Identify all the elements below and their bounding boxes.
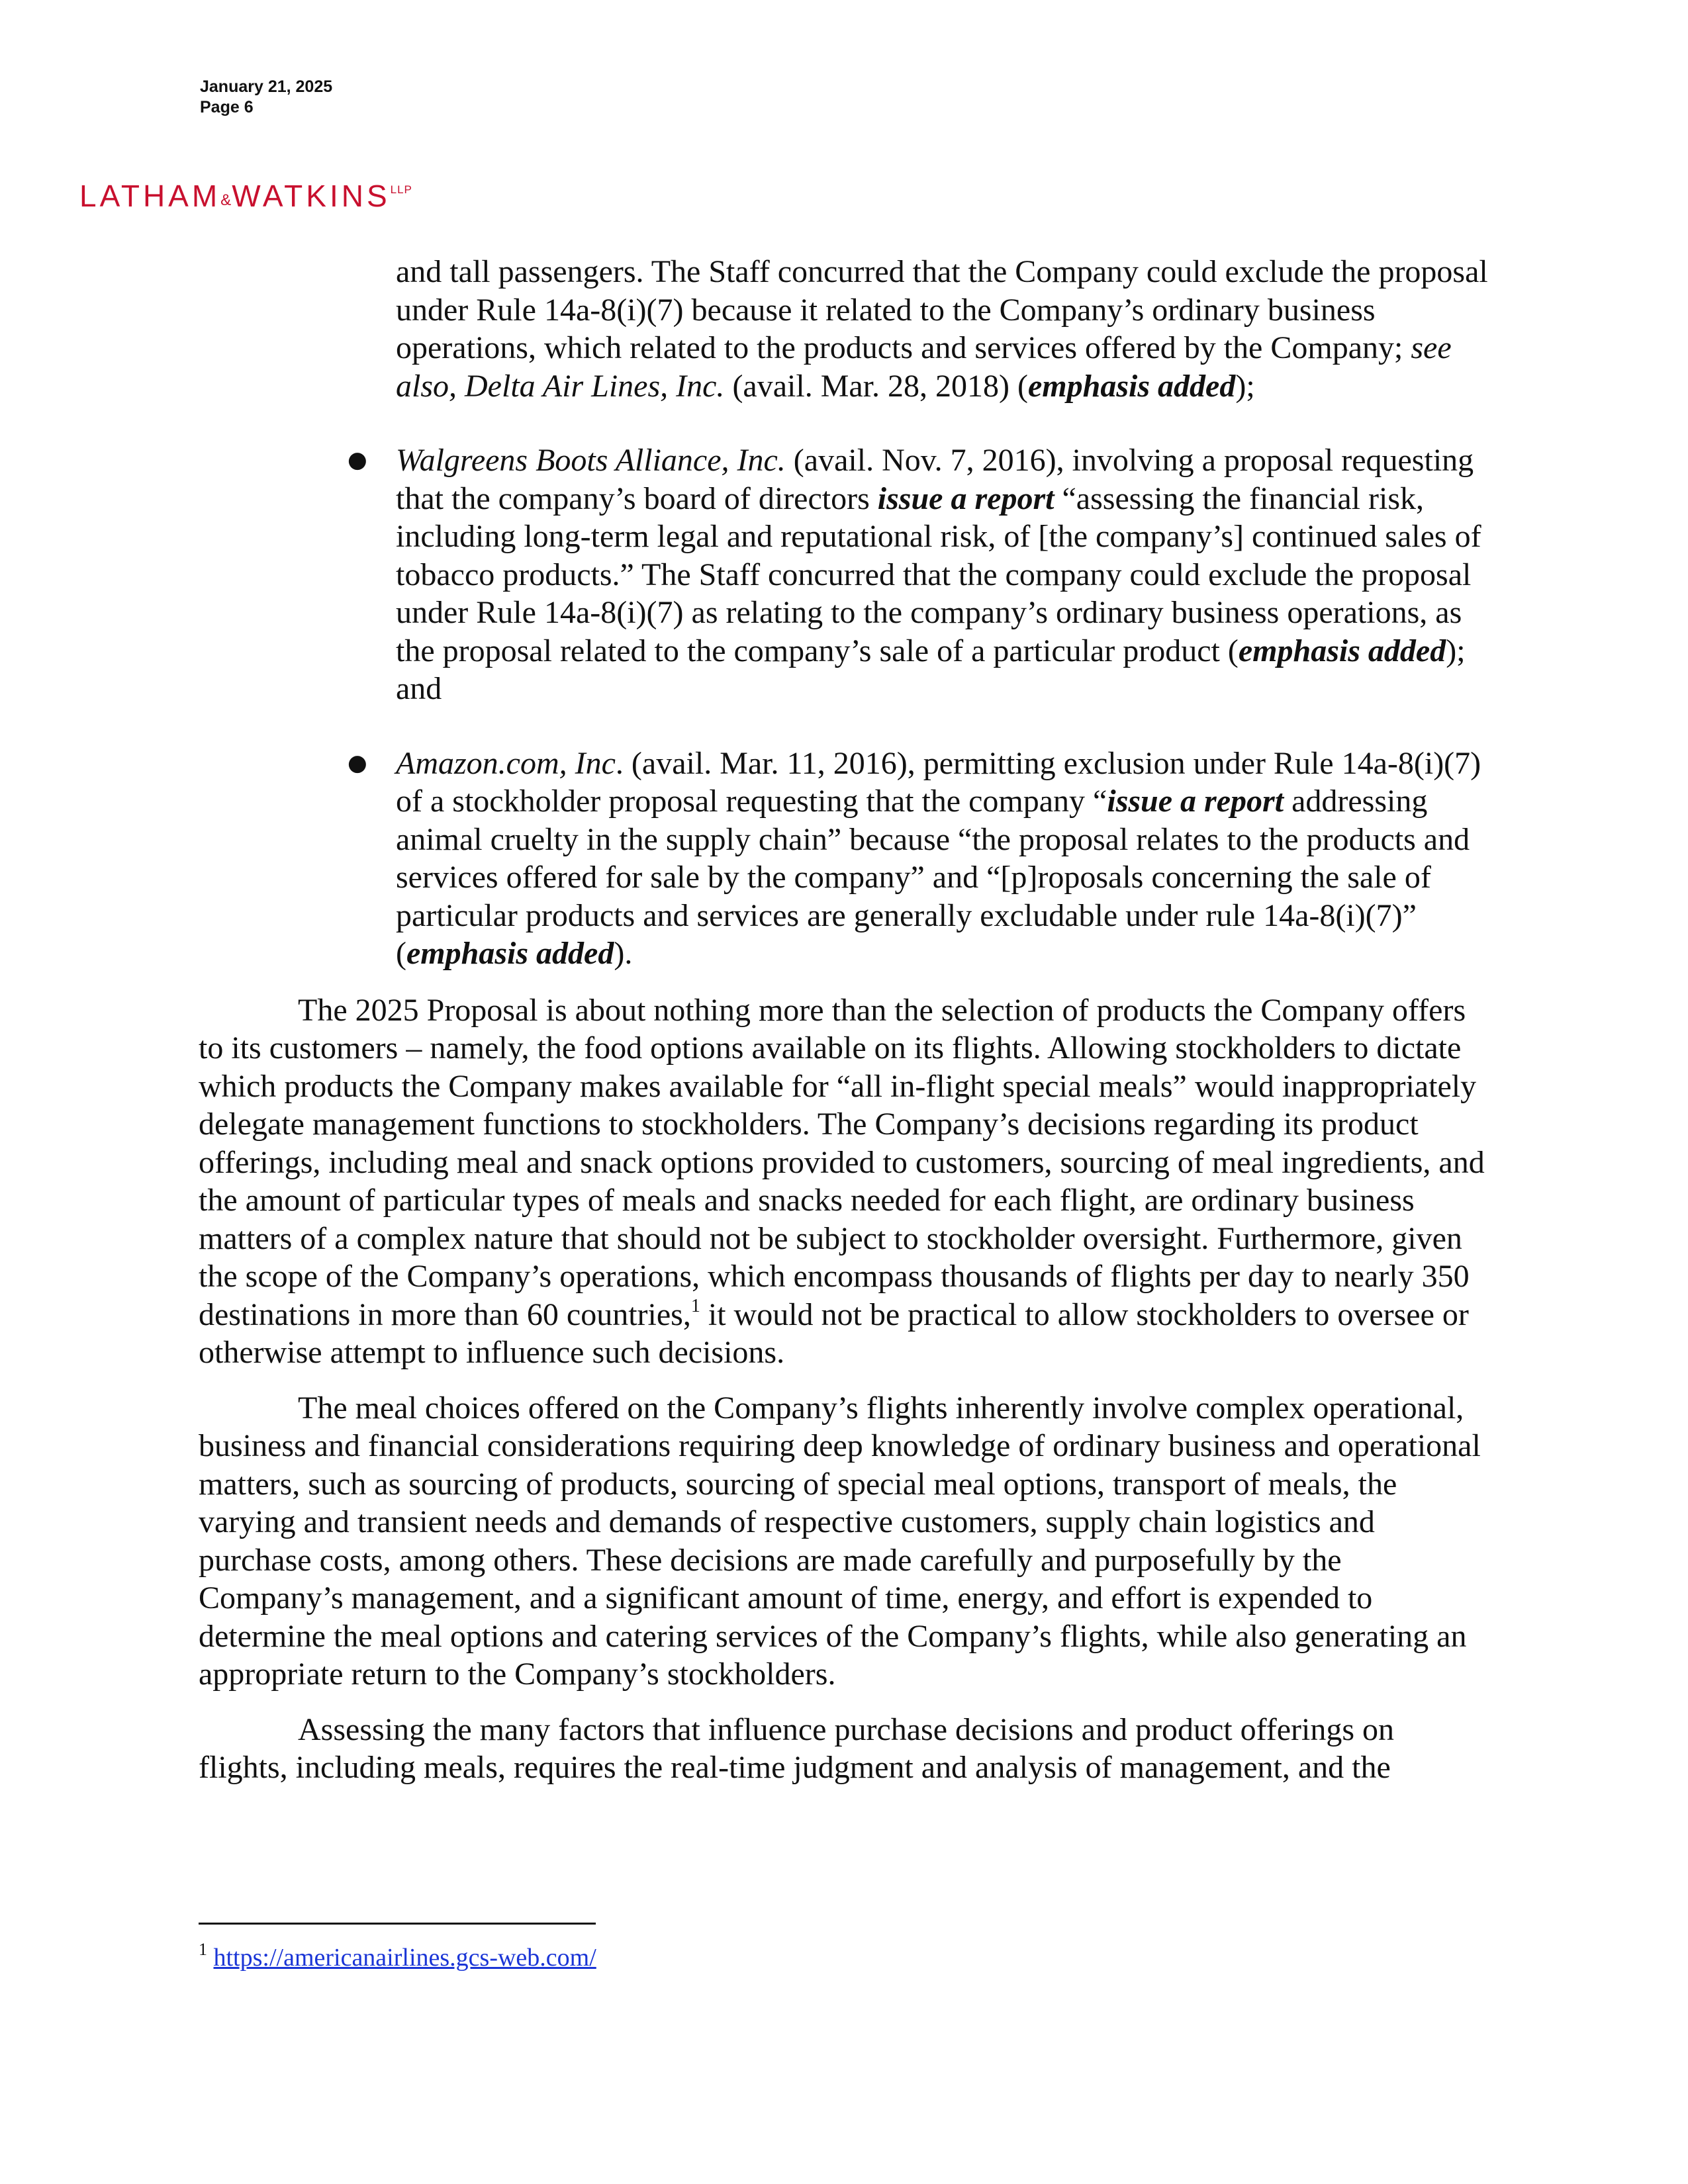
list-text: (avail. Mar. 28, 2018) ( [724, 368, 1028, 404]
list-text: (avail. Nov. 7, 2016), involving a proposal requesting that the company’s board of directors [396, 443, 1474, 516]
logo-latham: LATHAM [79, 179, 221, 213]
paragraph-meal-choices: The meal choices offered on the Company’s flights inherently involve complex operational, business and financial considerations requiring deep knowledge of ordinary business and operational matters, such as sourcing of products, sourcing of special meal options, transport of meals, the varying and transient needs and demands of respective customers, supply chain logistics and purchase costs, among others. These decisions are made carefully and purposefully by the Company’s management, and a significant amount of time, energy, and effort is expended to determine the meal options and catering services of the Company’s flights, while also generating an appropriate return to the Company’s stockholders. [199, 1390, 1481, 1692]
precedent-list [199, 253, 1489, 973]
footnote-link[interactable]: https://americanairlines.gcs-web.com/ [213, 1944, 596, 1972]
logo-llp: LLP [390, 183, 412, 196]
case-name: Amazon.com, Inc [396, 745, 616, 781]
letter-date: January 21, 2025 [200, 77, 333, 96]
emphasis-text: issue a report [877, 480, 1055, 516]
bullet-icon: ● [348, 447, 367, 473]
latham-watkins-logo [79, 173, 412, 217]
logo-watkins: WATKINS [232, 179, 391, 213]
letter-body [199, 253, 1489, 1804]
page-number: Page 6 [200, 98, 254, 116]
case-name: Walgreens Boots Alliance, Inc. [396, 443, 786, 478]
bullet-icon: ● [348, 749, 367, 776]
list-text: . (avail. Mar. 11, 2016), permitting exclusion under Rule 14a-8(i)(7) of a stockholder proposal requesting that the company “ [396, 745, 1481, 819]
paragraph-assessing-factors: Assessing the many factors that influence purchase decisions and product offerings on flights, including meals, requires the real-time judgment and analysis of management, and the [199, 1711, 1394, 1785]
list-text: addressing animal cruelty in the supply chain” because “the proposal relates to the products and services offered for sale by the company” and “[p]roposals concerning the sale of particular products and services are generally excludable under rule 14a-8(i)(7)” ( [396, 784, 1470, 971]
logo-ampersand: & [220, 191, 232, 209]
list-item-amazon [199, 745, 1489, 973]
emphasis-text: issue a report [1107, 784, 1284, 819]
paragraph-text: The 2025 Proposal is about nothing more than the selection of products the Company offers to its customers – namely, the food options available on its flights. Allowing stockholders to dictate which products the Company makes available for “all in-flight special meals” would inappropriately delegate management functions to stockholders. The Company’s decisions regarding its product offerings, including meal and snack options provided to customers, sourcing of meal ingredients, and the amount of particular types of meals and snacks needed for each flight, are ordinary business matters of a complex nature that should not be subject to stockholder oversight. Furthermore, given the scope of the Company’s operations, which encompass thousands of flights per day to nearly 350 destinations in more than 60 countries, [199, 992, 1485, 1332]
footnote-reference[interactable]: 1 [690, 1295, 700, 1316]
footnote-divider [199, 1923, 596, 1925]
list-item-walgreens [199, 441, 1489, 708]
paragraph-text: it would not be practical to allow stockholders to oversee or otherwise attempt to influence such decisions. [199, 1297, 1469, 1370]
emphasis-text: emphasis added [1238, 633, 1446, 668]
list-text: and tall passengers. The Staff concurred that the Company could exclude the proposal under Rule 14a-8(i)(7) because it related to the Company’s ordinary business operations, which related to the products and services offered by the Company; [396, 254, 1488, 365]
paragraph-proposal-scope [199, 991, 1489, 1372]
case-name: see also, Delta Air Lines, Inc. [396, 330, 1452, 404]
footnote [199, 1942, 596, 1973]
footnote-number: 1 [199, 1940, 207, 1959]
list-text: ); and [396, 633, 1466, 706]
emphasis-text: emphasis added [406, 936, 614, 971]
list-text: “assessing the financial risk, including long-term legal and reputational risk, of [the company’s] continued sales of tobacco products.” The Staff concurred that the company could exclude the proposal under Rule 14a-8(i)(7) as relating to the company’s ordinary business operations, as the proposal related to the company’s sale of a particular product ( [396, 480, 1481, 668]
list-item-continuation [199, 253, 1489, 405]
list-text: ). [614, 936, 633, 971]
letter-header [200, 77, 332, 118]
list-text: ); [1235, 368, 1255, 404]
emphasis-text: emphasis added [1028, 368, 1236, 404]
